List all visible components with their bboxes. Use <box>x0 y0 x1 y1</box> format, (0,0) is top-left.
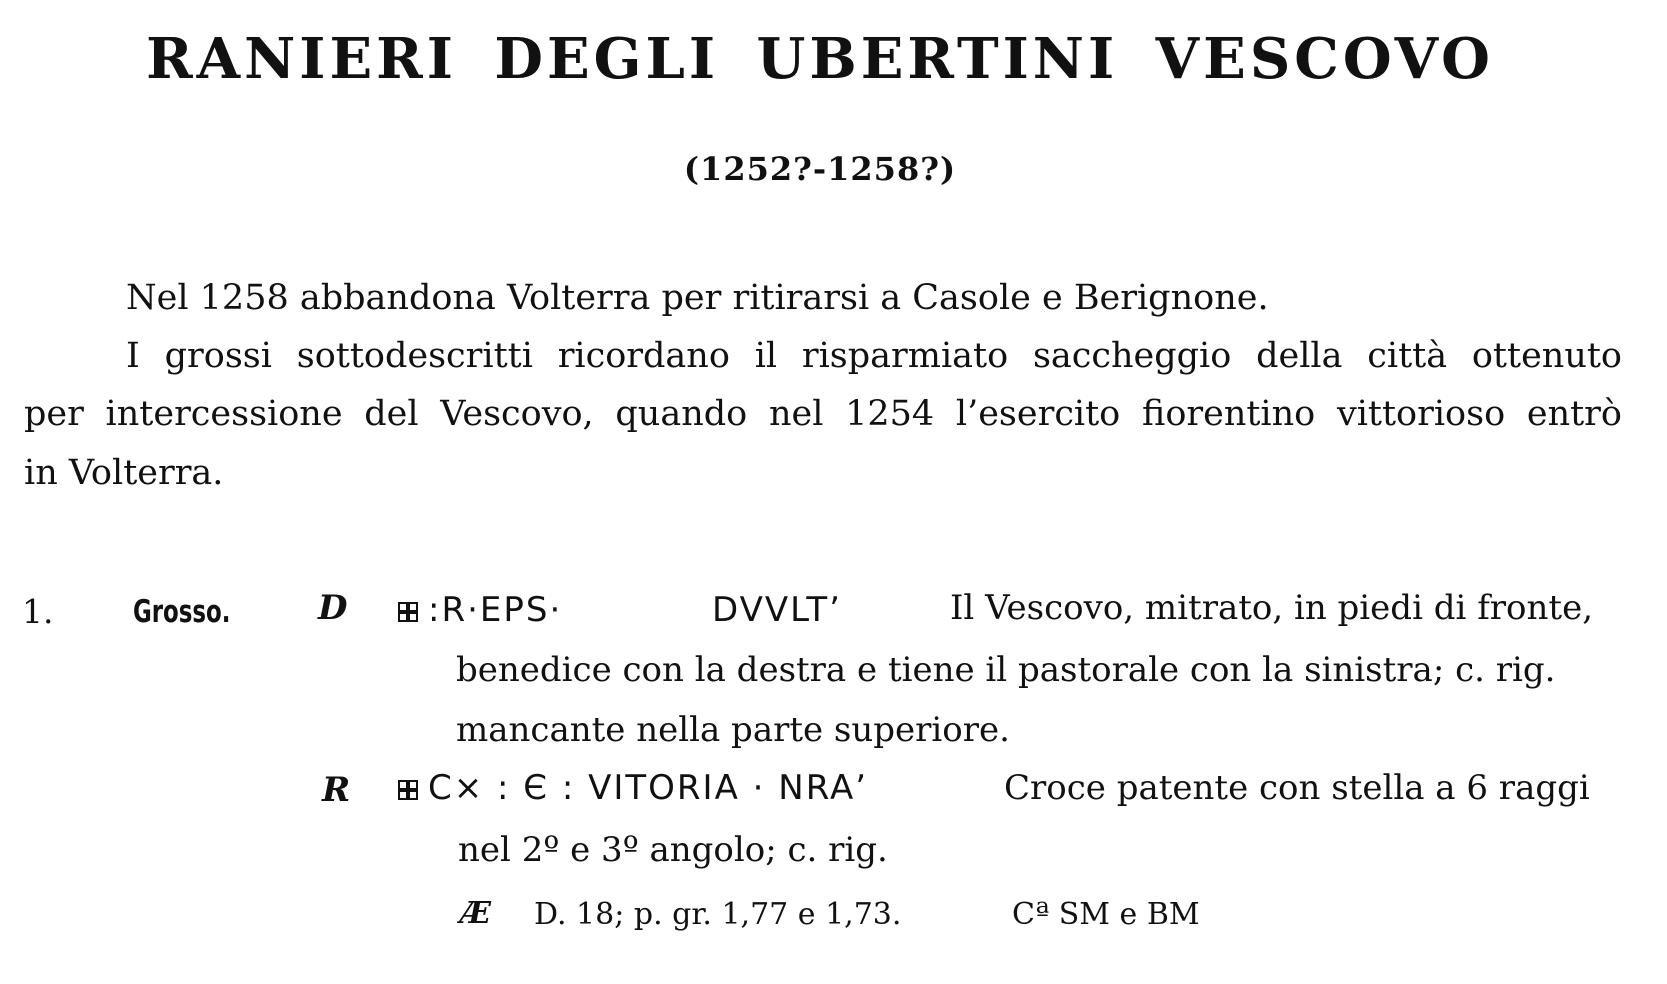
intro-line-1: Nel 1258 abbandona Volterra per ritirarsi a Casole e Berignone. <box>126 278 1269 318</box>
metal-symbol: Æ <box>460 896 492 931</box>
weight-diameter: D. 18; p. gr. 1,77 e 1,73. <box>534 897 902 932</box>
obverse-legend-a: :R·EPS· <box>428 590 563 630</box>
obverse-desc-line-2: benedice con la destra e tiene il pastorale con la sinistra; c. rig. <box>456 650 1556 690</box>
collections: Cª SM e BM <box>1012 897 1200 932</box>
reverse-legend <box>398 768 868 808</box>
cross-pattee-icon <box>398 780 418 800</box>
reverse-desc-line-1: Croce patente con stella a 6 raggi <box>1004 768 1590 808</box>
intro-line-4: in Volterra. <box>24 453 224 493</box>
intro-line-3: per intercessione del Vescovo, quando nel 1254 l’esercito fiorentino vittorioso entrò <box>24 394 1622 434</box>
page-title: RANIERI DEGLI UBERTINI VESCOVO <box>146 26 1494 92</box>
entry-denomination: Grosso. <box>133 594 231 630</box>
obverse-legend-b: DVVLT’ <box>712 590 842 630</box>
reverse-legend-text: C× : Є : VITORIA · NRA’ <box>428 768 869 808</box>
obverse-desc-line-3: mancante nella parte superiore. <box>456 710 1010 750</box>
reverse-desc-line-2: nel 2º e 3º angolo; c. rig. <box>458 830 888 870</box>
obverse-desc-line-1: Il Vescovo, mitrato, in piedi di fronte, <box>950 588 1593 628</box>
obverse-label: D <box>318 588 348 628</box>
reign-dates: (1252?-1258?) <box>683 150 957 188</box>
reverse-label: R <box>322 770 351 810</box>
cross-pattee-icon <box>398 602 418 622</box>
obverse-legend <box>398 590 562 630</box>
intro-line-2: I grossi sottodescritti ricordano il risparmiato saccheggio della città ottenuto <box>126 336 1622 376</box>
entry-number: 1. <box>22 592 54 631</box>
